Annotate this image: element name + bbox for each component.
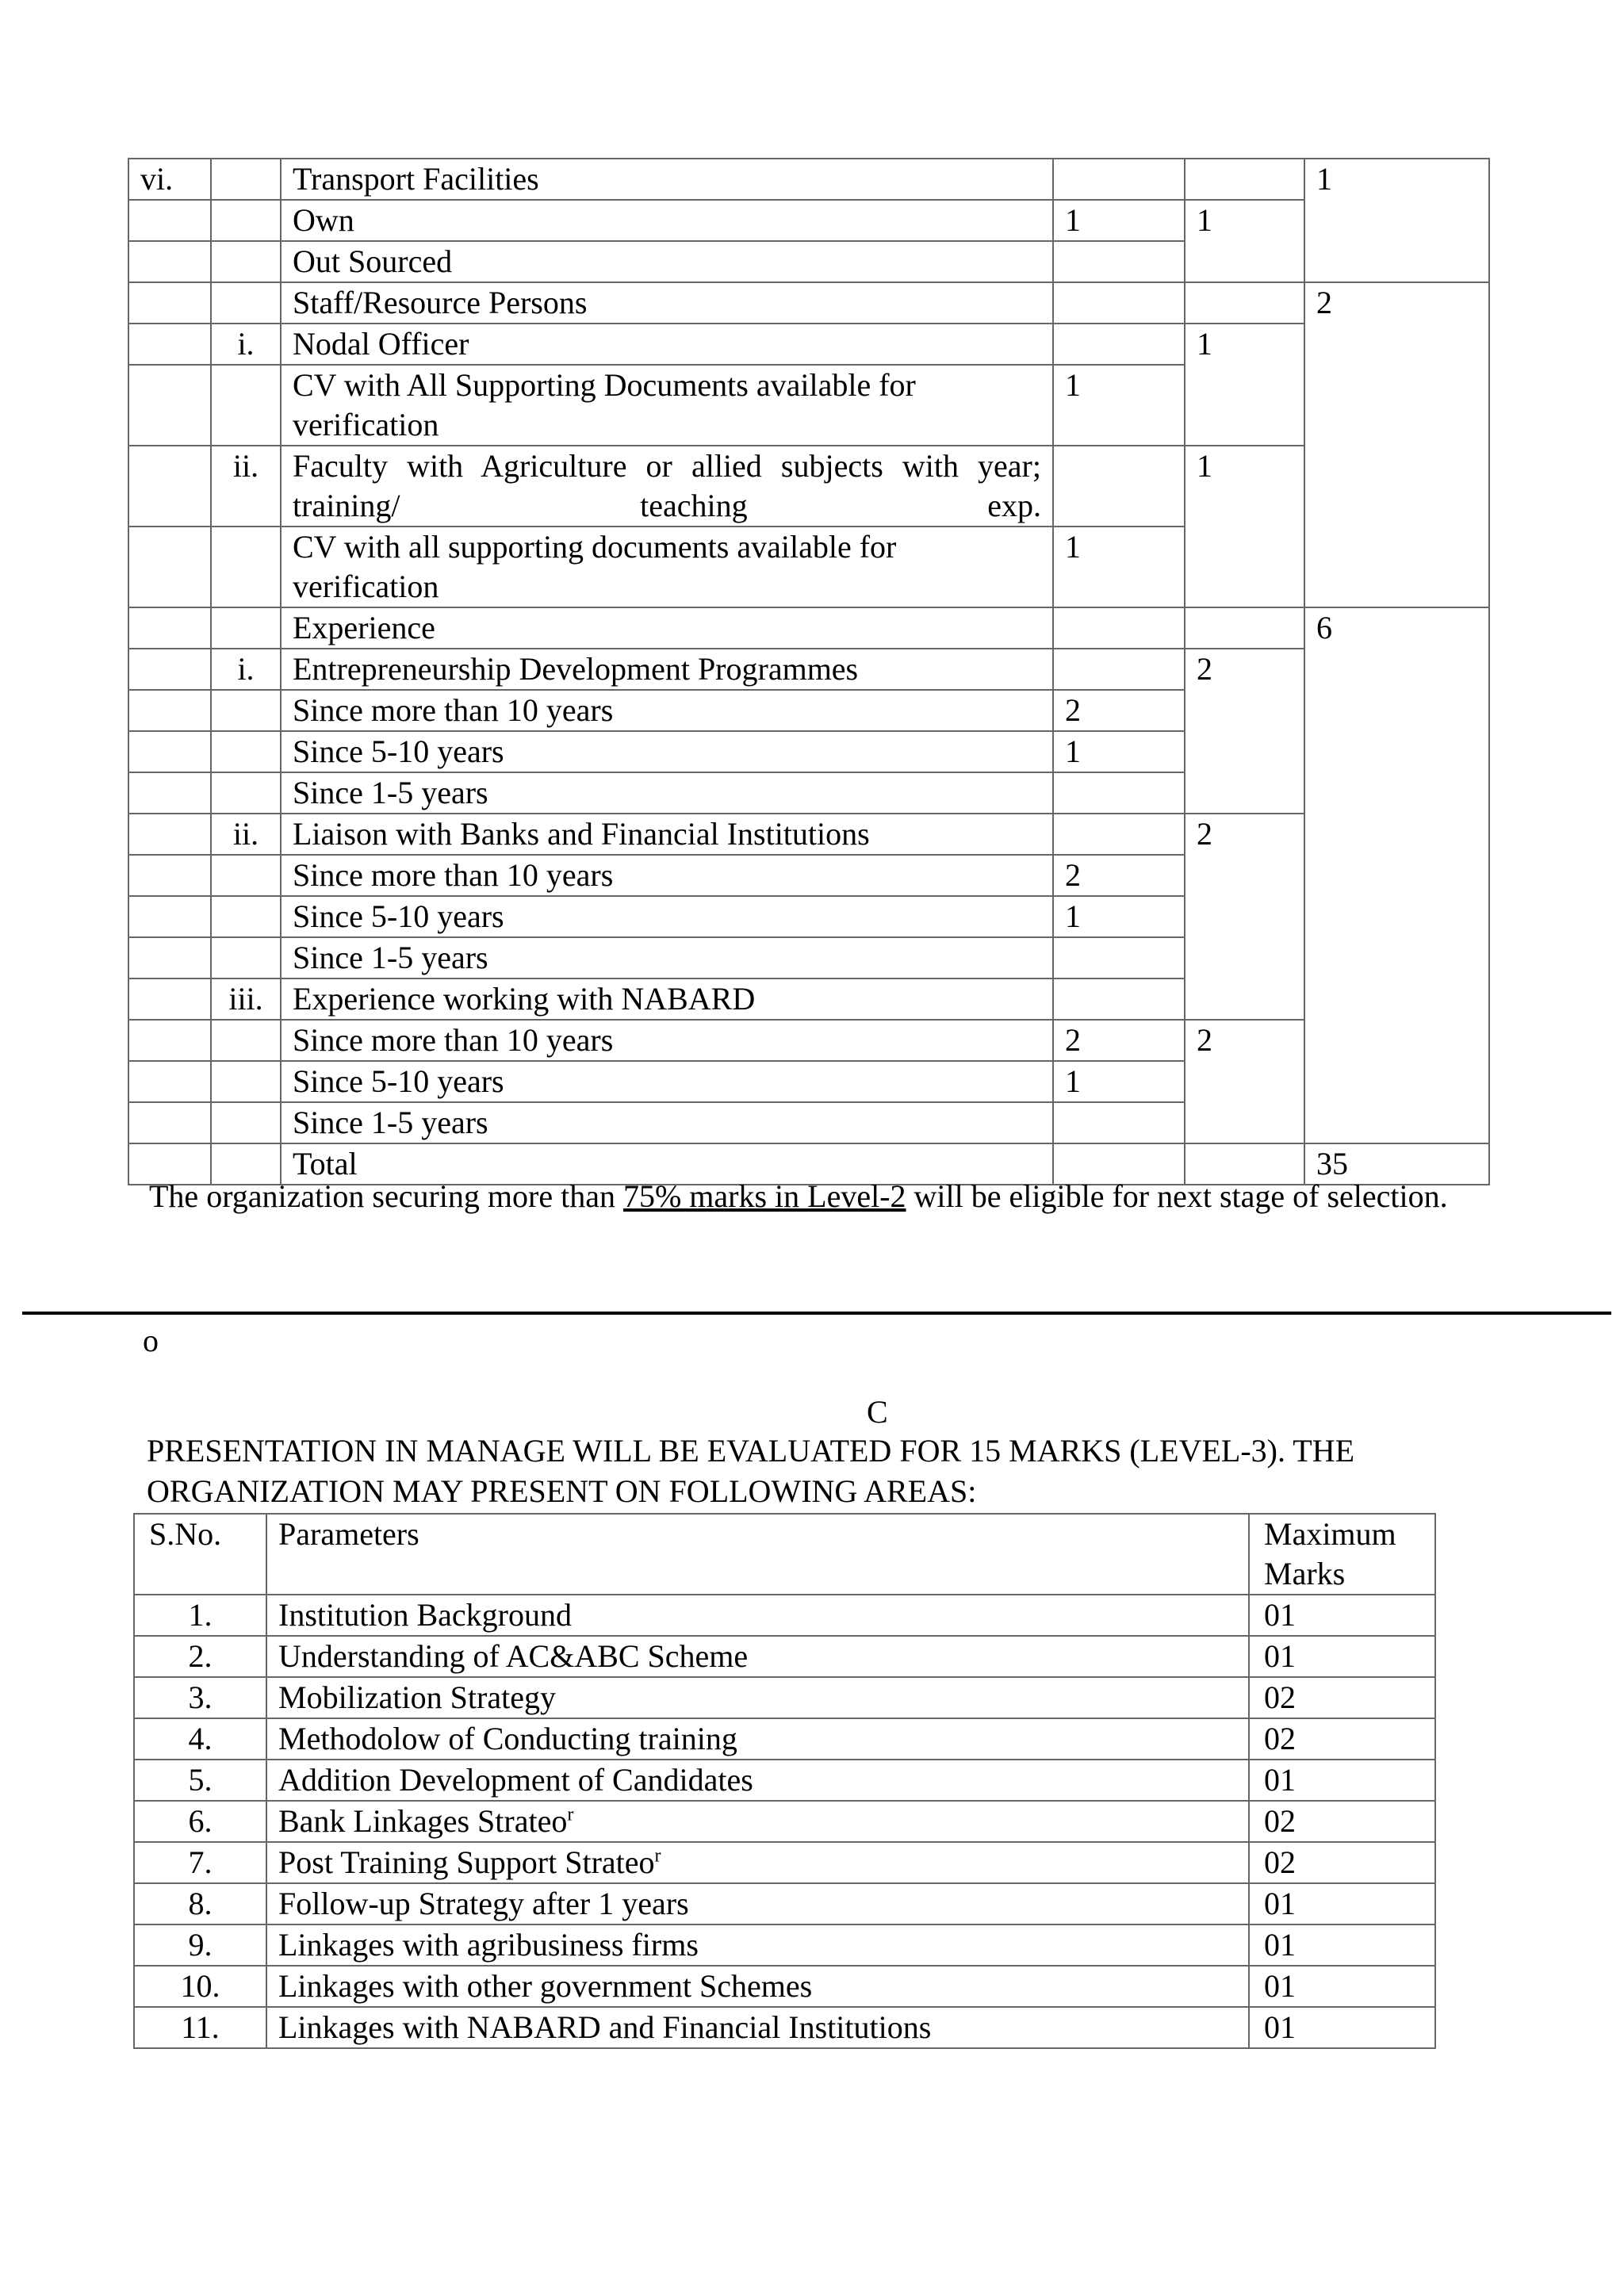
header-max-marks: Maximum Marks bbox=[1249, 1514, 1435, 1595]
serial-number: 1. bbox=[134, 1595, 266, 1636]
sub-number: i. bbox=[211, 324, 281, 365]
parameter-name: Bank Linkages Strateo$^r$ bbox=[266, 1801, 1249, 1842]
marks-cell: 2 bbox=[1053, 690, 1185, 731]
max-marks-cell: 1 bbox=[1185, 446, 1304, 607]
criterion-label: Out Sourced bbox=[281, 241, 1053, 282]
serial-number: 2. bbox=[134, 1636, 266, 1677]
marks-cell: 1 bbox=[1053, 1061, 1185, 1102]
criterion-label: Staff/Resource Persons bbox=[281, 282, 1053, 324]
marks-cell bbox=[1053, 772, 1185, 814]
table-row bbox=[128, 446, 1489, 527]
eligibility-note: The organization securing more than 75% marks in Level-2 will be eligible for next stage of selection. bbox=[149, 1178, 1448, 1214]
table-row bbox=[128, 324, 1489, 365]
sub-number: iii. bbox=[211, 978, 281, 1020]
max-marks-value: 02 bbox=[1249, 1677, 1435, 1718]
table-row bbox=[134, 1760, 1435, 1801]
serial-number: 7. bbox=[134, 1842, 266, 1883]
horizontal-divider bbox=[22, 1312, 1611, 1315]
header-parameters: Parameters bbox=[266, 1514, 1249, 1595]
parameter-name: Linkages with agribusiness firms bbox=[266, 1924, 1249, 1966]
table-header-row bbox=[134, 1514, 1435, 1595]
max-marks-value: 01 bbox=[1249, 1595, 1435, 1636]
stray-mark-c: C bbox=[867, 1394, 888, 1430]
max-marks-value: 02 bbox=[1249, 1718, 1435, 1760]
total-value: 35 bbox=[1304, 1143, 1489, 1185]
criterion-label: CV with All Supporting Documents available for verification bbox=[281, 365, 1053, 446]
criterion-label: Transport Facilities bbox=[281, 159, 1053, 200]
sub-number: ii. bbox=[211, 814, 281, 855]
serial-number: 4. bbox=[134, 1718, 266, 1760]
max-marks-value: 02 bbox=[1249, 1801, 1435, 1842]
criterion-label: Experience working with NABARD bbox=[281, 978, 1053, 1020]
criterion-label: Faculty with Agriculture or allied subjects with year; training/ teaching exp. bbox=[281, 446, 1053, 527]
criterion-label: Since 1-5 years bbox=[281, 772, 1053, 814]
max-marks-value: 01 bbox=[1249, 1760, 1435, 1801]
criterion-label: Since 1-5 years bbox=[281, 937, 1053, 978]
criterion-label: Since more than 10 years bbox=[281, 855, 1053, 896]
criterion-label: Liaison with Banks and Financial Institutions bbox=[281, 814, 1053, 855]
table-row bbox=[134, 1677, 1435, 1718]
criterion-label: Since 5-10 years bbox=[281, 731, 1053, 772]
table-row bbox=[128, 814, 1489, 855]
sub-number: i. bbox=[211, 649, 281, 690]
parameter-name: Linkages with other government Schemes bbox=[266, 1966, 1249, 2007]
criterion-label: Nodal Officer bbox=[281, 324, 1053, 365]
serial-number: 9. bbox=[134, 1924, 266, 1966]
max-marks-cell: 1 bbox=[1185, 324, 1304, 446]
header-sno: S.No. bbox=[134, 1514, 266, 1595]
sub-number: ii. bbox=[211, 446, 281, 527]
section-total: 2 bbox=[1304, 282, 1489, 607]
max-marks-value: 01 bbox=[1249, 1924, 1435, 1966]
criterion-label: Since 5-10 years bbox=[281, 896, 1053, 937]
table-row bbox=[134, 1595, 1435, 1636]
max-marks-value: 02 bbox=[1249, 1842, 1435, 1883]
table-row bbox=[128, 200, 1489, 241]
table-row bbox=[128, 159, 1489, 200]
total-label: Total bbox=[281, 1143, 1053, 1185]
serial-number: 3. bbox=[134, 1677, 266, 1718]
table-row bbox=[134, 1966, 1435, 2007]
marks-cell: 1 bbox=[1053, 365, 1185, 446]
criterion-label: Experience bbox=[281, 607, 1053, 649]
table-row bbox=[128, 649, 1489, 690]
parameter-name: Institution Background bbox=[266, 1595, 1249, 1636]
table-row bbox=[134, 2007, 1435, 2048]
parameter-name: Linkages with NABARD and Financial Institutions bbox=[266, 2007, 1249, 2048]
table-row bbox=[134, 1842, 1435, 1883]
parameter-name: Follow-up Strategy after 1 years bbox=[266, 1883, 1249, 1924]
marks-cell bbox=[1053, 1102, 1185, 1143]
parameter-name: Methodolow of Conducting training bbox=[266, 1718, 1249, 1760]
section-total: 1 bbox=[1304, 159, 1489, 282]
underlined-threshold: 75% marks in Level-2 bbox=[622, 1178, 906, 1214]
stray-mark-o: o bbox=[143, 1323, 159, 1358]
criterion-label: Since more than 10 years bbox=[281, 1020, 1053, 1061]
marks-cell: 2 bbox=[1053, 855, 1185, 896]
serial-number: 11. bbox=[134, 2007, 266, 2048]
criterion-label: Since 5-10 years bbox=[281, 1061, 1053, 1102]
serial-number: 5. bbox=[134, 1760, 266, 1801]
max-marks-value: 01 bbox=[1249, 2007, 1435, 2048]
parameter-name: Addition Development of Candidates bbox=[266, 1760, 1249, 1801]
level3-parameters-table bbox=[133, 1513, 1436, 2049]
parameter-name: Mobilization Strategy bbox=[266, 1677, 1249, 1718]
max-marks-cell: 1 bbox=[1185, 200, 1304, 282]
max-marks-cell: 2 bbox=[1185, 1020, 1304, 1143]
serial-number: 10. bbox=[134, 1966, 266, 2007]
row-number: vi. bbox=[128, 159, 211, 200]
serial-number: 8. bbox=[134, 1883, 266, 1924]
criterion-label: Entrepreneurship Development Programmes bbox=[281, 649, 1053, 690]
table-row bbox=[134, 1883, 1435, 1924]
table-row bbox=[134, 1718, 1435, 1760]
marks-cell: 2 bbox=[1053, 1020, 1185, 1061]
section-total: 6 bbox=[1304, 607, 1489, 1143]
level2-marks-table bbox=[128, 158, 1490, 1185]
marks-cell: 1 bbox=[1053, 527, 1185, 607]
max-marks-value: 01 bbox=[1249, 1883, 1435, 1924]
criterion-label: Own bbox=[281, 200, 1053, 241]
table-row bbox=[134, 1924, 1435, 1966]
marks-cell bbox=[1053, 937, 1185, 978]
max-marks-cell: 2 bbox=[1185, 649, 1304, 814]
max-marks-value: 01 bbox=[1249, 1636, 1435, 1677]
table-row bbox=[128, 282, 1489, 324]
marks-cell: 1 bbox=[1053, 200, 1185, 241]
max-marks-value: 01 bbox=[1249, 1966, 1435, 2007]
parameter-name: Understanding of AC&ABC Scheme bbox=[266, 1636, 1249, 1677]
serial-number: 6. bbox=[134, 1801, 266, 1842]
parameter-name: Post Training Support Strateo$^r$ bbox=[266, 1842, 1249, 1883]
marks-cell: 1 bbox=[1053, 731, 1185, 772]
table-row bbox=[134, 1801, 1435, 1842]
criterion-label: Since 1-5 years bbox=[281, 1102, 1053, 1143]
level3-heading: PRESENTATION IN MANAGE WILL BE EVALUATED FOR 15 MARKS (LEVEL-3). THE ORGANIZATION MAY PRESENT ON FOLLOWING AREAS: bbox=[147, 1433, 1355, 1509]
table-row bbox=[128, 607, 1489, 649]
marks-cell: 1 bbox=[1053, 896, 1185, 937]
table-row bbox=[134, 1636, 1435, 1677]
max-marks-cell: 2 bbox=[1185, 814, 1304, 1020]
criterion-label: Since more than 10 years bbox=[281, 690, 1053, 731]
criterion-label: CV with all supporting documents available for verification bbox=[281, 527, 1053, 607]
table-row bbox=[128, 1020, 1489, 1061]
